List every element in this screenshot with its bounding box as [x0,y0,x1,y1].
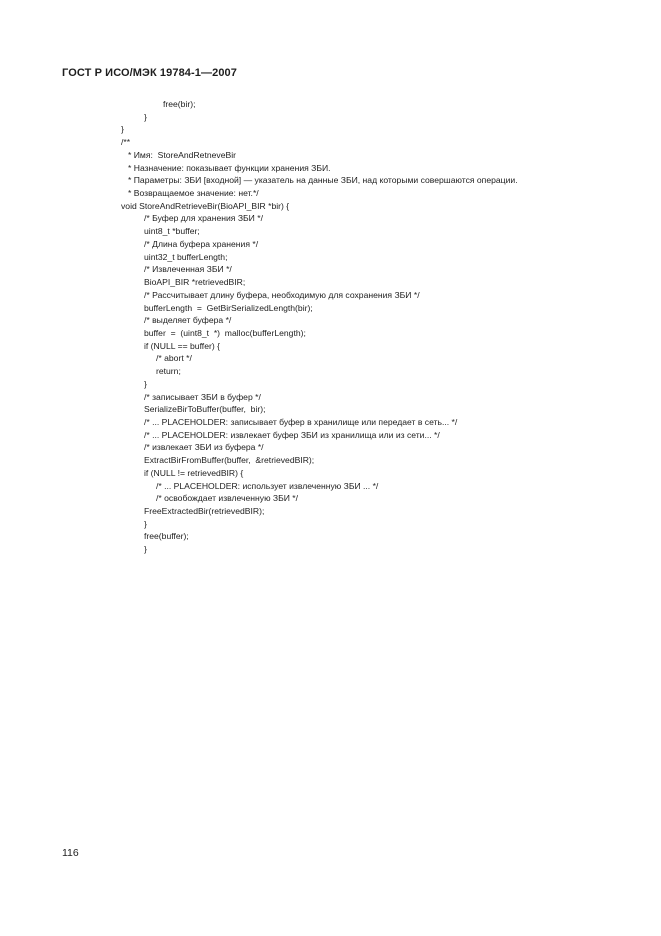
code-line: buffer = (uint8_t *) malloc(bufferLength); [144,327,306,338]
code-line: uint32_t bufferLength; [144,251,228,262]
code-line: } [121,124,124,135]
document-header: ГОСТ Р ИСО/МЭК 19784-1—2007 [62,67,237,79]
code-line: * Назначение: показывает функции хранения ЗБИ. [128,162,331,173]
code-line: free(bir); [163,99,196,109]
code-line: /* Извлеченная ЗБИ */ [144,264,232,275]
code-line: BioAPI_BIR *retrievedBIR; [144,277,246,288]
code-line: return; [156,366,181,377]
code-line: * Имя: StoreAndRetneveBir [128,149,236,160]
code-line: uint8_t *buffer; [144,226,200,237]
code-line: /* записывает ЗБИ в буфер */ [144,391,261,402]
code-line: /** [121,137,131,148]
code-line: /* извлекает ЗБИ из буфера */ [144,442,264,453]
code-line: SerializeBirToBuffer(buffer, bir); [144,404,266,415]
code-line: /* Рассчитывает длину буфера, необходимую для сохранения ЗБИ */ [144,289,420,300]
code-line: } [144,544,147,555]
code-line: /* Длина буфера хранения */ [144,238,259,249]
code-line: FreeExtractedBir(retrievedBIR); [144,506,265,516]
code-line: /* ... PLACEHOLDER: использует извлеченную ЗБИ ... */ [156,480,379,491]
code-line: ExtractBirFromBuffer(buffer, &retrievedBIR); [144,455,315,466]
code-listing [0,98,661,556]
code-line: /* ... PLACEHOLDER: записывает буфер в хранилище или передает в сеть... */ [144,416,458,427]
code-line: } [144,111,147,122]
code-line: } [144,378,147,389]
code-line: /* abort */ [156,353,192,364]
code-line: * Параметры: ЗБИ [входной] — указатель на данные ЗБИ, над которыми совершаются операции. [128,175,518,186]
code-line: /* выделяет буфера */ [144,315,232,326]
code-line: /* ... PLACEHOLDER: извлекает буфер ЗБИ из хранилища или из сети... */ [144,429,440,440]
page-number: 116 [62,847,79,859]
code-line: void StoreAndRetrieveBir(BioAPI_BIR *bir) { [121,200,290,211]
code-line: if (NULL != retrievedBIR) { [144,467,244,478]
code-line: } [144,518,147,529]
code-line: free(buffer); [144,531,189,542]
code-line: /* освобождает извлеченную ЗБИ */ [156,493,299,504]
code-line: bufferLength = GetBirSerializedLength(bir); [144,302,313,313]
code-line: * Возвращаемое значение: нет.*/ [128,188,259,199]
code-line: /* Буфер для хранения ЗБИ */ [144,213,263,224]
code-line: if (NULL == buffer) { [144,340,220,351]
